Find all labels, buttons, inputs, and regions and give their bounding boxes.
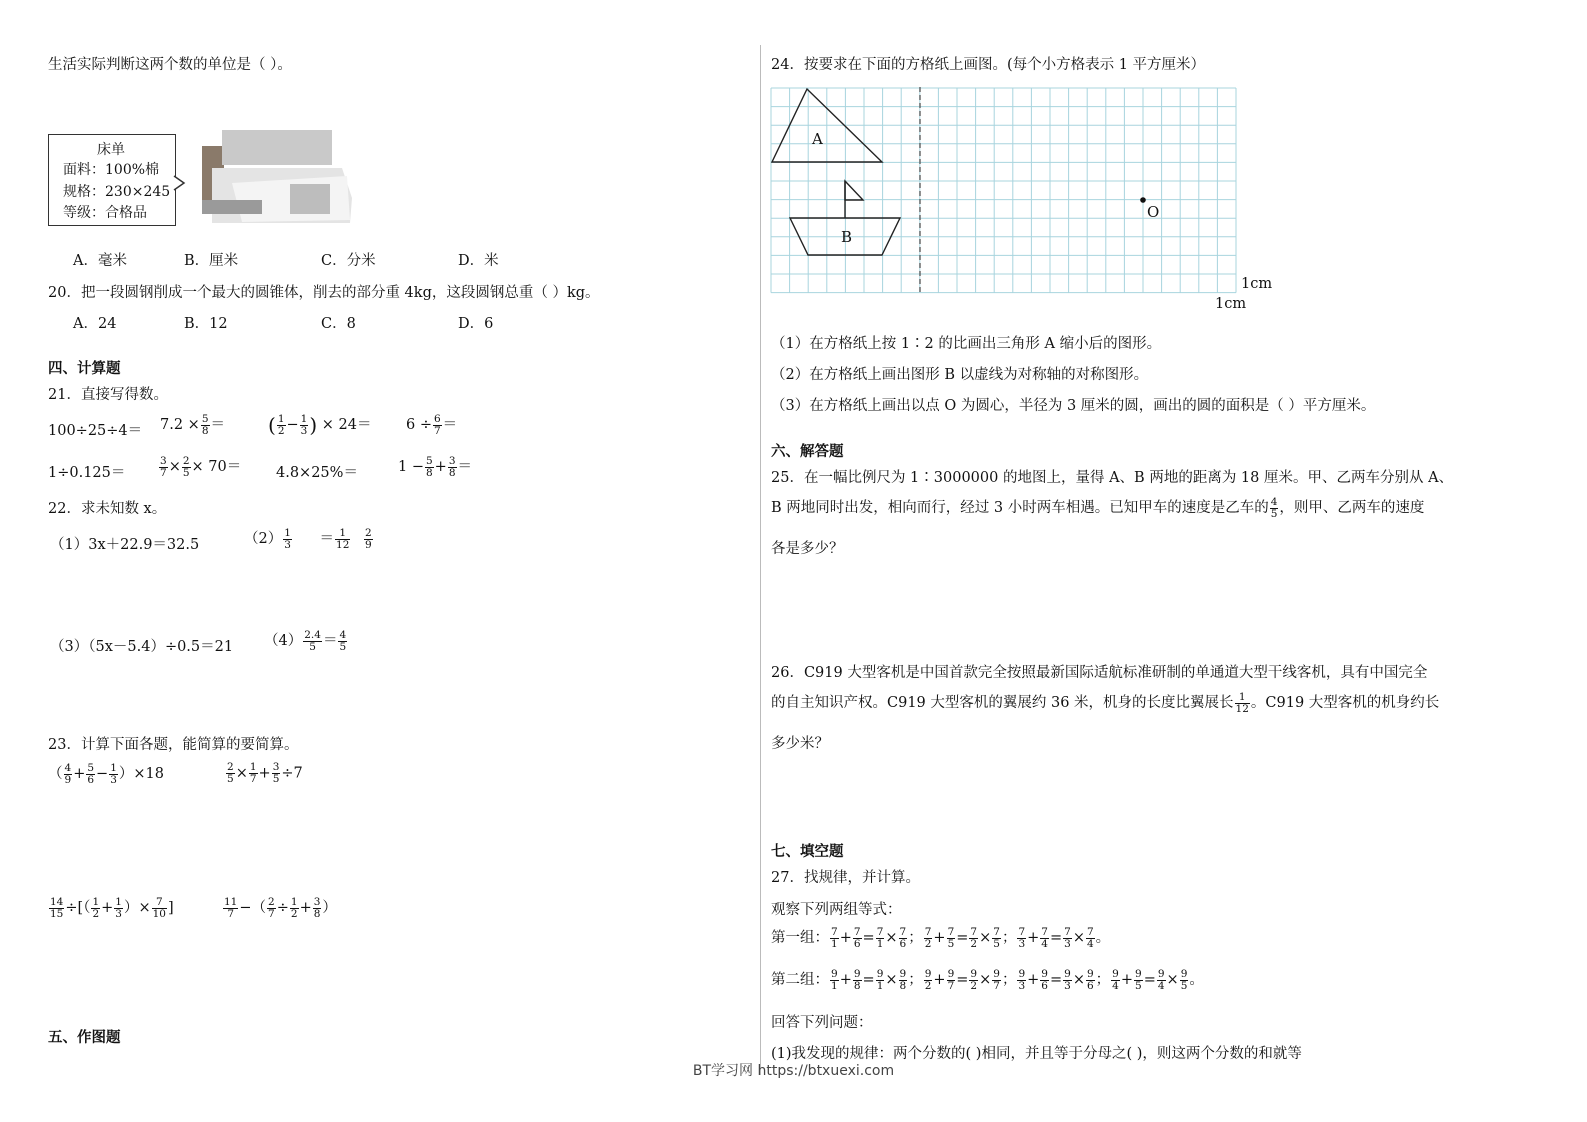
q24-1: （1）在方格纸上按 1∶2 的比画出三角形 A 缩小后的图形。: [771, 336, 1162, 352]
unit-vertical: 1cm: [1241, 276, 1273, 292]
q19-option-c: C．分米: [321, 253, 376, 269]
label-line-3: 等级：合格品: [63, 205, 147, 221]
q25-line-1: 25．在一幅比例尺为 1∶3000000 的地图上，量得 A、B 两地的距离为 18 厘米。甲、乙两车分别从 A、: [771, 470, 1454, 486]
group-2: 第二组： $\frac{9}{1}$ + $\frac{9}{8}$ = $\frac{9}{1}$ × $\frac{9}{8}$ ； $\frac{9}{2}$ + $\frac{9}{7}$ = $\frac{9}{2}$ × $\frac{9}{7}$ ； $\frac{9}{3}$ + $\frac{9}{6}$ = $\frac{9}{3}$ × $\frac{9}{6}$ ； $\frac{9}{4}$ + $\frac{9}{5}$ = $\frac{9}{4}$ × $\frac{9}{5}$ 。: [771, 967, 1204, 992]
label-a: A: [812, 130, 823, 148]
q20-option-b: B．12: [184, 316, 228, 332]
group-2-equation: $\frac{9}{2}$ + $\frac{9}{7}$ = $\frac{9}{2}$ × $\frac{9}{7}$: [924, 967, 1000, 992]
q24-3: （3）在方格纸上画出以点 O 为圆心，半径为 3 厘米的圆，画出的圆的面积是（ ）平方厘米。: [771, 398, 1376, 414]
q21-expr-8: 1 − $\frac{5}{8}$ + $\frac{3}{8}$ ＝: [398, 454, 473, 479]
q20: 20．把一段圆钢削成一个最大的圆锥体，削去的部分重 4kg，这段圆钢总重（ ）kg。: [48, 285, 600, 301]
q25-line-3: 各是多少？: [771, 541, 844, 557]
unit-horizontal: 1cm: [1215, 296, 1247, 312]
section-4-heading: 四、计算题: [48, 361, 121, 377]
q26-line-2: 的自主知识产权。C919 大型客机的翼展约 36 米，机身的长度比翼展长 $\frac{1}{12}$ 。C919 大型客机的机身约长: [771, 690, 1440, 715]
boat-b-sail: [845, 181, 863, 200]
q25-line-2: B 两地同时出发，相向而行，经过 3 小时两车相遇。已知甲车的速度是乙车的 $\frac{4}{5}$ ，则甲、乙两车的速度: [771, 495, 1425, 520]
q24-2: （2）在方格纸上画出图形 B 以虚线为对称轴的对称图形。: [771, 367, 1149, 383]
group-1-equation: $\frac{7}{1}$ + $\frac{7}{6}$ = $\frac{7}{1}$ × $\frac{7}{6}$: [831, 925, 907, 950]
q24: 24．按要求在下面的方格纸上画图。(每个小方格表示 1 平方厘米）: [771, 57, 1206, 73]
q21-expr-7: 4.8×25%＝: [276, 465, 358, 481]
q19-option-a: A．毫米: [73, 253, 127, 269]
q19-tail: 生活实际判断这两个数的单位是（ ）。: [48, 57, 292, 73]
q22: 22．求未知数 x。: [48, 501, 167, 517]
q22-2: （2） $\frac{1}{3}$ ＝ $\frac{1}{12}$ $\frac{2}{9}$: [244, 526, 372, 551]
q27-answer-prompt: 回答下列问题：: [771, 1015, 873, 1031]
q20-option-d: D．6: [458, 316, 494, 332]
label-line-2: 规格：230×245: [63, 184, 171, 200]
point-o: [1140, 197, 1146, 203]
q23-a: （ $\frac{4}{9}$ + $\frac{5}{6}$ − $\frac{1}{3}$ ）×18: [48, 761, 164, 786]
bed-image: [172, 128, 356, 228]
q21-expr-2: 7.2 × $\frac{5}{8}$ ＝: [160, 412, 226, 437]
q22-3: （3）（5x－5.4）÷0.5＝21: [50, 639, 234, 655]
section-6-heading: 六、解答题: [771, 444, 844, 460]
q21: 21．直接写得数。: [48, 387, 168, 403]
group-1-equation: $\frac{7}{2}$ + $\frac{7}{5}$ = $\frac{7}{2}$ × $\frac{7}{5}$: [924, 925, 1000, 950]
bedsheet-label: [48, 134, 176, 226]
q23-d: $\frac{11}{7}$ −（ $\frac{2}{7}$ ÷ $\frac{1}{2}$ + $\frac{3}{8}$ ）: [224, 895, 337, 920]
q20-option-c: C．8: [321, 316, 356, 332]
q27: 27．找规律，并计算。: [771, 870, 920, 886]
q19-option-b: B．厘米: [184, 253, 239, 269]
q21-expr-4: 6 ÷ $\frac{6}{7}$ ＝: [406, 412, 458, 437]
q26-line-3: 多少米？: [771, 736, 829, 752]
group-2-equation: $\frac{9}{3}$ + $\frac{9}{6}$ = $\frac{9}{3}$ × $\frac{9}{6}$: [1018, 967, 1094, 992]
q26-line-1: 26．C919 大型客机是中国首款完全按照最新国际适航标准研制的单通道大型干线客机，具有中国完全: [771, 665, 1428, 681]
column-divider: [760, 45, 761, 1075]
label-line-1: 面料：100%棉: [63, 162, 160, 178]
q19-option-d: D．米: [458, 253, 499, 269]
label-b: B: [841, 228, 853, 246]
q23-c: $\frac{14}{15}$ ÷[（ $\frac{1}{2}$ + $\frac{1}{3}$ ）× $\frac{7}{10}$ ]: [50, 895, 174, 920]
group-2-equation: $\frac{9}{1}$ + $\frac{9}{8}$ = $\frac{9}{1}$ × $\frac{9}{8}$: [831, 967, 907, 992]
q21-expr-3: ( $\frac{1}{2}$ − $\frac{1}{3}$ ) × 24＝: [268, 412, 372, 437]
label-o: O: [1147, 203, 1160, 221]
group-1: 第一组： $\frac{7}{1}$ + $\frac{7}{6}$ = $\frac{7}{1}$ × $\frac{7}{6}$ ； $\frac{7}{2}$ + $\frac{7}{5}$ = $\frac{7}{2}$ × $\frac{7}{5}$ ； $\frac{7}{3}$ + $\frac{7}{4}$ = $\frac{7}{3}$ × $\frac{7}{4}$ 。: [771, 925, 1111, 950]
grid-paper: [770, 87, 1240, 295]
section-7-heading: 七、填空题: [771, 844, 844, 860]
q23: 23．计算下面各题，能简算的要简算。: [48, 737, 299, 753]
q23-b: $\frac{2}{5}$ × $\frac{1}{7}$ + $\frac{3}{5}$ ÷7: [227, 761, 303, 785]
group-1-equation: $\frac{7}{3}$ + $\frac{7}{4}$ = $\frac{7}{3}$ × $\frac{7}{4}$: [1018, 925, 1094, 950]
q21-expr-6: $\frac{3}{7}$ × $\frac{2}{5}$ × 70＝: [160, 454, 242, 479]
group-2-equation: $\frac{9}{4}$ + $\frac{9}{5}$ = $\frac{9}{4}$ × $\frac{9}{5}$: [1112, 967, 1188, 992]
section-5-heading: 五、作图题: [48, 1030, 121, 1046]
q22-4: （4） $\frac{2.4}{5}$ ＝ $\frac{4}{5}$: [264, 628, 347, 653]
q27-1: (1)我发现的规律：两个分数的( )相同，并且等于分母之( )，则这两个分数的和就等: [771, 1046, 1302, 1062]
footer-watermark: BT学习网 https://btxuexi.com: [692, 1063, 895, 1079]
q21-expr-5: 1÷0.125＝: [48, 465, 126, 481]
q22-1: （1）3x＋22.9＝32.5: [50, 537, 200, 553]
label-title: 床单: [97, 142, 125, 158]
q27-observe: 观察下列两组等式：: [771, 902, 902, 918]
q21-expr-1: 100÷25÷4＝: [48, 423, 143, 439]
q20-option-a: A．24: [73, 316, 117, 332]
